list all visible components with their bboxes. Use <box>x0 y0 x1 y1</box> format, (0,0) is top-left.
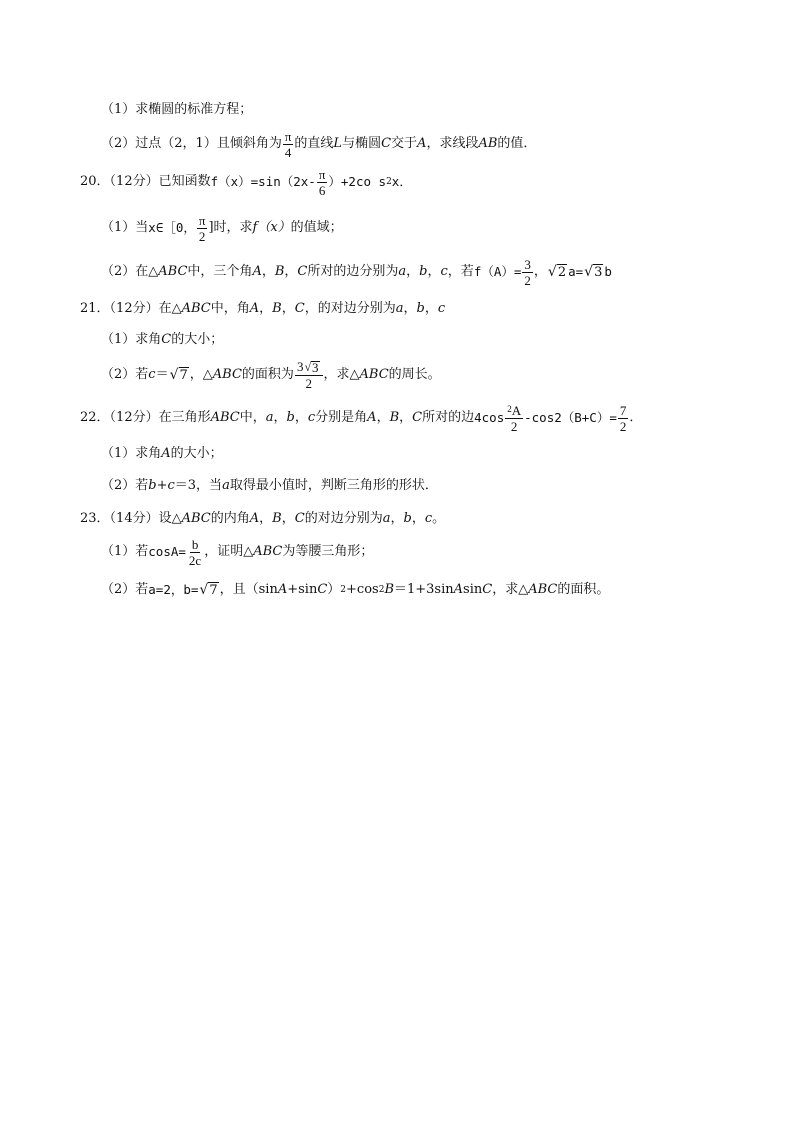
formula: -cos2（B+C）= <box>524 410 617 425</box>
text: 的值． <box>497 136 537 151</box>
text: （2）在△ <box>101 264 159 279</box>
formula: f（x）=sin（2x- <box>210 174 316 189</box>
radicand: 7 <box>209 583 218 598</box>
numerator <box>505 404 523 419</box>
p23-part2: （2）若 a=2，b= √ 7 ，且（sin A +sin C ） 2 +cos 2 B ＝1+3sin A sin C ，求△ ABC 的面积。 <box>101 578 609 602</box>
var: ABC <box>359 367 389 382</box>
problem-21 <box>80 297 445 321</box>
formula: ）+2co s <box>328 174 387 189</box>
text: ＝1+3sin <box>394 582 454 597</box>
denominator: 2c <box>188 552 202 568</box>
problem-20: 20．（12分）已知函数 f（x）=sin（2x- $\frac{\pi}{6}$ ）+2co s 2 x． <box>80 166 412 198</box>
text: （2）若 <box>101 478 149 493</box>
fraction-3sqrt3-over-2 <box>295 360 323 390</box>
text: ]时，求 <box>208 220 253 235</box>
var: a <box>395 301 404 316</box>
text: +sin <box>287 582 318 597</box>
var: B <box>272 511 282 526</box>
var: A <box>249 301 260 316</box>
problem-23 <box>80 507 445 531</box>
var: c <box>440 264 448 279</box>
text: 取得最小值时，判断三角形的形状． <box>229 478 438 493</box>
text: （1）求椭圆的标准方程； <box>101 102 253 117</box>
text: 的大小； <box>171 332 224 347</box>
radicand: 2 <box>557 265 567 280</box>
problem-heading: 21．（12分）在△ <box>80 301 182 316</box>
sqrt-2: √ 2 <box>547 264 567 280</box>
text: ） <box>327 582 341 597</box>
text: 分别是角 <box>315 410 368 425</box>
var: L <box>333 136 343 151</box>
var: A <box>367 410 377 425</box>
radicand: 3 <box>312 360 319 375</box>
fraction-7-over-2 <box>618 404 629 433</box>
text: +cos <box>346 582 379 597</box>
text: sin <box>463 582 483 597</box>
text: 。 <box>432 511 446 526</box>
p21-part2 <box>101 359 441 391</box>
problem-heading: 22．（12分）在三角形 <box>80 410 211 425</box>
text: ，△ <box>189 367 213 382</box>
formula: a=2，b= <box>148 582 199 597</box>
var: ABC <box>181 301 211 316</box>
fraction-3-over-2 <box>522 258 533 287</box>
var: a <box>265 410 274 425</box>
var: C <box>294 511 305 526</box>
text: 为等腰三角形； <box>282 544 374 559</box>
text: ， <box>284 264 298 279</box>
text: （1）若 <box>101 544 149 559</box>
formula: f（A）= <box>473 264 522 279</box>
text: 中，角 <box>210 301 250 316</box>
var: c <box>424 511 433 526</box>
var: C <box>297 264 308 279</box>
text: ， <box>424 301 438 316</box>
text: ， <box>376 410 390 425</box>
text: 交于 <box>391 136 418 151</box>
text: ， <box>411 511 425 526</box>
p19-part2 <box>101 128 537 160</box>
text: （2）若 <box>101 367 149 382</box>
text: ， <box>399 410 413 425</box>
text: ， <box>403 301 417 316</box>
problem-22 <box>80 402 643 434</box>
var: C <box>412 410 423 425</box>
var: A <box>453 582 464 597</box>
numerator: π <box>198 212 206 228</box>
superscript: 2 <box>507 403 512 414</box>
var: ABC <box>253 544 283 559</box>
var: c <box>307 410 316 425</box>
numerator <box>295 360 323 376</box>
text: ， <box>533 264 547 279</box>
formula: x． <box>391 174 412 189</box>
sqrt-7: √ 7 <box>199 582 218 598</box>
text: 所对的边分别为 <box>307 264 399 279</box>
fraction-pi-over-6 <box>317 168 328 197</box>
var: ABC <box>528 582 558 597</box>
var: A <box>161 446 171 461</box>
formula: x∈［0， <box>148 220 196 235</box>
var: b+c <box>148 478 175 493</box>
var: b <box>419 264 428 279</box>
denominator: 2 <box>305 376 312 391</box>
var: C <box>482 582 493 597</box>
p21-part1 <box>101 328 223 352</box>
text: ， <box>273 410 287 425</box>
var: C <box>317 582 328 597</box>
p22-part1 <box>101 442 223 466</box>
radicand: 3 <box>594 265 603 280</box>
var: c <box>437 301 446 316</box>
formula: cosA= <box>148 544 186 559</box>
formula: b <box>604 264 612 279</box>
text: ， <box>390 511 404 526</box>
text: ，求线段 <box>426 136 479 151</box>
var: B <box>389 410 400 425</box>
text: 的周长。 <box>388 367 441 382</box>
text: 的面积。 <box>557 582 610 597</box>
text: ， <box>406 264 420 279</box>
text: ． <box>629 410 643 425</box>
text: 所对的边 <box>422 410 475 425</box>
fraction-pi-over-2 <box>197 214 208 243</box>
text: 的内角 <box>210 511 250 526</box>
text: （1）求角 <box>101 446 162 461</box>
text: ＝3，当 <box>174 478 223 493</box>
text: （2）若 <box>101 582 149 597</box>
var: a <box>222 478 230 493</box>
denominator: 2 <box>619 418 627 434</box>
numerator: π <box>318 166 326 182</box>
p20-part1 <box>101 212 343 244</box>
var: a <box>398 264 407 279</box>
denominator: 6 <box>318 182 326 198</box>
text: ， <box>259 301 273 316</box>
var: C <box>381 136 392 151</box>
text: ， <box>427 264 441 279</box>
fraction-b-over-2c <box>187 538 203 567</box>
sqrt-3: √ 3 <box>304 360 319 375</box>
problem-heading: 20．（12分）已知函数 <box>80 174 211 189</box>
var: ABC <box>210 410 240 425</box>
fraction-A-over-2 <box>505 404 523 433</box>
denominator: 4 <box>284 144 292 160</box>
text: ，若 <box>447 264 474 279</box>
text: ， <box>261 264 275 279</box>
var: ABC <box>181 511 211 526</box>
var: a <box>382 511 391 526</box>
var: AB <box>478 136 498 151</box>
numerator: b <box>191 536 199 552</box>
numerator-text: A <box>511 402 522 418</box>
text: 的直线 <box>294 136 334 151</box>
text: （1）求角 <box>101 332 162 347</box>
text: ， <box>259 511 273 526</box>
sqrt-3: √ 3 <box>584 264 603 280</box>
var: ABC <box>212 367 242 382</box>
numerator: π <box>284 128 292 144</box>
text: 的大小； <box>170 446 223 461</box>
sqrt-7: √ 7 <box>169 367 188 383</box>
problem-heading: 23．（14分）设△ <box>80 511 182 526</box>
var: c <box>148 367 156 382</box>
text: 中， <box>239 410 266 425</box>
var: C <box>294 301 305 316</box>
text: （2）过点（2，1）且倾斜角为 <box>101 136 282 151</box>
var: ABC <box>158 264 188 279</box>
text: 的对边分别为 <box>304 511 383 526</box>
text: （1）当 <box>101 220 149 235</box>
text: ， <box>281 301 295 316</box>
text: ， <box>281 511 295 526</box>
formula: a= <box>568 264 584 279</box>
var: f（x） <box>252 220 291 235</box>
numerator: 7 <box>619 402 627 418</box>
p19-part1 <box>101 98 252 122</box>
coefficient: 3 <box>296 359 304 374</box>
denominator: 2 <box>524 272 531 288</box>
radicand: 7 <box>179 368 188 383</box>
p23-part1 <box>101 536 374 568</box>
text: ，的对边分别为 <box>304 301 396 316</box>
numerator: 3 <box>524 256 531 272</box>
var: b <box>416 301 425 316</box>
text: ，求△ <box>492 582 529 597</box>
text: 与椭圆 <box>342 136 382 151</box>
fraction-pi-over-4 <box>283 130 294 159</box>
p20-part2 <box>101 256 612 288</box>
text: 中，三个角 <box>187 264 253 279</box>
text: 的面积为 <box>241 367 294 382</box>
var: A <box>252 264 262 279</box>
text: 的值域； <box>290 220 343 235</box>
var: B <box>384 582 394 597</box>
var: b <box>286 410 295 425</box>
formula: 4cos <box>474 410 505 425</box>
var: A <box>277 582 288 597</box>
text: ， <box>294 410 308 425</box>
var: A <box>417 136 427 151</box>
var: A <box>249 511 260 526</box>
text: ，且（sin <box>219 582 278 597</box>
var: B <box>272 301 282 316</box>
denominator: 2 <box>198 228 206 244</box>
text: ，求△ <box>323 367 360 382</box>
var: C <box>161 332 172 347</box>
denominator: 2 <box>510 418 518 434</box>
text: ＝ <box>155 367 169 382</box>
var: B <box>274 264 285 279</box>
var: b <box>403 511 412 526</box>
text: ，证明△ <box>204 544 254 559</box>
p22-part2 <box>101 474 438 498</box>
